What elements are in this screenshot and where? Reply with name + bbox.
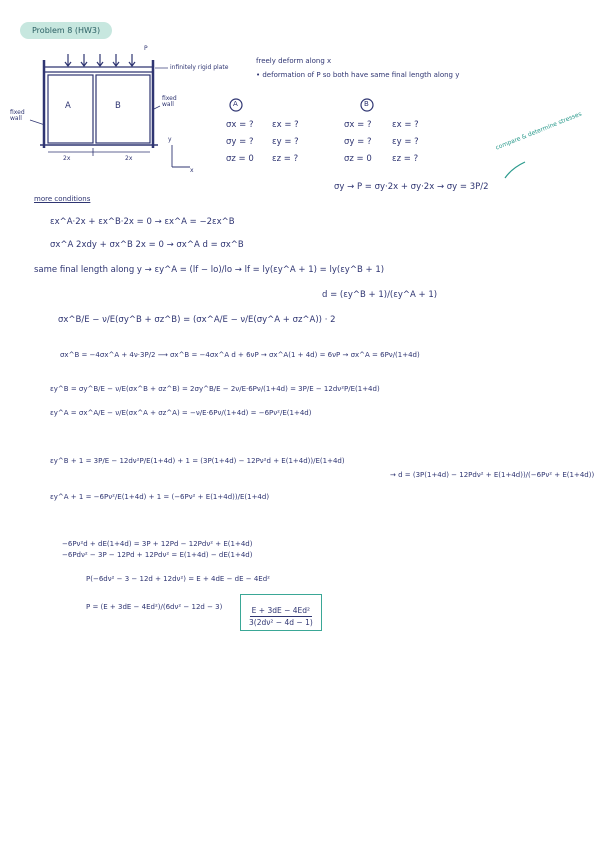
case-a-label: A <box>233 100 238 108</box>
case-b-row-3-right: εz = ? <box>392 154 419 164</box>
dim-left-label: 2x <box>63 155 71 162</box>
rigid-plate-label: infinitely rigid plate <box>170 64 229 71</box>
equation-line-5: σx^B/E − ν/E(σy^B + σz^B) = (σx^A/E − ν/E(σy^A + σz^A)) · 2 <box>58 315 336 325</box>
right-wall-label: fixed wall <box>162 95 177 108</box>
case-a-row-2-right: εy = ? <box>272 137 299 147</box>
answer-numerator: E + 3dE − 4Ed² <box>251 606 311 615</box>
final-answer-box <box>240 594 322 631</box>
axis-x-label: x <box>190 167 194 174</box>
case-b-label: B <box>364 100 369 108</box>
left-wall-label: fixed wall <box>10 109 25 122</box>
equation-line-4: d = (εy^B + 1)/(εy^A + 1) <box>322 290 438 300</box>
case-a-row-1-right: εx = ? <box>272 120 299 130</box>
case-b-row-1-left: σx = ? <box>344 120 372 130</box>
block-b-label: B <box>115 101 121 111</box>
sum-equation: σy → P = σy·2x + σy·2x → σy = 3P/2 <box>334 182 489 192</box>
case-a-row-2-left: σy = ? <box>226 137 254 147</box>
case-b-row-3-left: σz = 0 <box>344 154 372 164</box>
section-title: more conditions <box>34 195 91 203</box>
dim-right-label: 2x <box>125 155 133 162</box>
answer-denominator: 3(2dν² − 4d − 1) <box>249 618 313 627</box>
equation-line-14: P(−6dν² − 3 − 12d + 12dν²) = E + 4dE − dE − 4Ed² <box>86 575 270 583</box>
problem-tag: Problem 8 (HW3) <box>20 22 112 39</box>
equation-line-6: σx^B = −4σx^A + 4ν·3P/2 ⟶ σx^B = −4σx^A d + 6νP → σx^A(1 + 4d) = 6νP → σx^A = 6Pν/(1+4d) <box>60 351 420 359</box>
annotation-note: compare & determine stresses <box>494 110 583 152</box>
equation-line-13: −6Pdν² − 3P − 12Pd + 12Pdν² = E(1+4d) − dE(1+4d) <box>62 551 253 559</box>
equation-line-8: εy^A = σx^A/E − ν/E(σx^A + σz^A) = −ν/E·6Pν/(1+4d) = −6Pν²/E(1+4d) <box>50 409 312 417</box>
case-a-row-1-left: σx = ? <box>226 120 254 130</box>
note-line-2: • deformation of P so both have same final length along y <box>256 71 460 79</box>
note-line-1: freely deform along x <box>256 57 332 65</box>
axis-y-label: y <box>168 136 172 143</box>
equation-line-3: same final length along y → εy^A = (lf − lo)/lo → lf = ly(εy^A + 1) = ly(εy^B + 1) <box>34 265 385 275</box>
case-b-row-2-right: εy = ? <box>392 137 419 147</box>
equation-line-9: εy^B + 1 = 3P/E − 12dν²P/E(1+4d) + 1 = (3P(1+4d) − 12Pν²d + E(1+4d))/E(1+4d) <box>50 457 345 465</box>
final-answer-fraction <box>247 606 315 627</box>
block-a-label: A <box>65 101 71 111</box>
case-b-row-1-right: εx = ? <box>392 120 419 130</box>
equation-line-15: P = (E + 3dE − 4Ed²)/(6dν² − 12d − 3) <box>86 603 223 611</box>
case-a-row-3-right: εz = ? <box>272 154 299 164</box>
equation-line-11: εy^A + 1 = −6Pν²/E(1+4d) + 1 = (−6Pν² + E(1+4d))/E(1+4d) <box>50 493 270 501</box>
equation-line-10: → d = (3P(1+4d) − 12Pdν² + E(1+4d))/(−6Pν² + E(1+4d)) <box>390 471 595 479</box>
equation-line-7: εy^B = σy^B/E − ν/E(σx^B + σz^B) = 2σy^B/E − 2ν/E·6Pν/(1+4d) = 3P/E − 12dν²P/E(1+4d) <box>50 385 380 393</box>
equation-line-2: σx^A 2xdy + σx^B 2x = 0 → σx^A d = σx^B <box>50 240 244 250</box>
equation-line-12: −6Pν²d + dE(1+4d) = 3P + 12Pd − 12Pdν² + E(1+4d) <box>62 540 253 548</box>
equation-line-1: εx^A·2x + εx^B·2x = 0 → εx^A = −2εx^B <box>50 217 235 227</box>
case-b-row-2-left: σy = ? <box>344 137 372 147</box>
case-a-row-3-left: σz = 0 <box>226 154 254 164</box>
load-label: P <box>144 45 148 52</box>
